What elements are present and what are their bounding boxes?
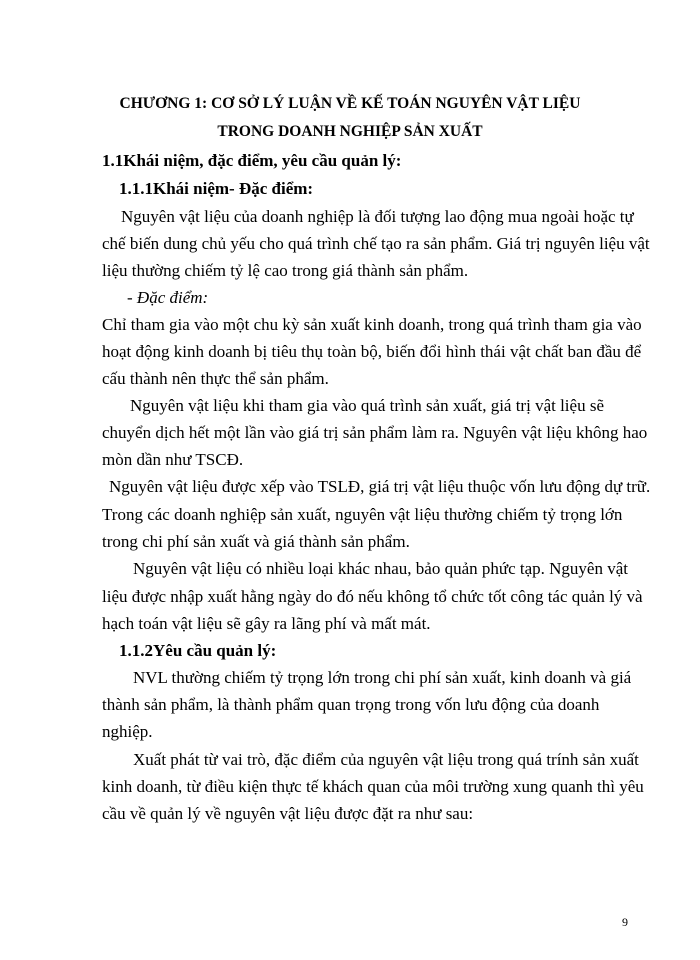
- paragraph-line: nghiệp.: [102, 722, 153, 741]
- page-number: 9: [622, 915, 628, 929]
- chapter-title-line-1: CHƯƠNG 1: CƠ SỞ LÝ LUẬN VỀ KẾ TOÁN NGUYÊN VẬT LIỆU: [119, 95, 581, 112]
- paragraph-line: hạch toán vật liệu sẽ gây ra lãng phí và mất mát.: [102, 614, 431, 633]
- section-1-1-heading: 1.1Khái niệm, đặc điểm, yêu cầu quản lý:: [102, 151, 402, 170]
- dac-diem-label: - Đặc điểm:: [127, 288, 209, 307]
- paragraph-line: trong chi phí sản xuất và giá thành sản phẩm.: [102, 532, 410, 551]
- paragraph-line: Nguyên vật liệu có nhiều loại khác nhau, bảo quản phức tạp. Nguyên vật: [133, 559, 628, 578]
- paragraph-line: cầu về quản lý về nguyên vật liệu được đặt ra như sau:: [102, 804, 474, 823]
- paragraph-line: chế biến dung chủ yếu cho quá trình chế tạo ra sản phẩm. Giá trị nguyên liệu vật: [102, 234, 650, 253]
- paragraph-line: Chỉ tham gia vào một chu kỳ sản xuất kinh doanh, trong quá trình tham gia vào: [102, 315, 642, 334]
- paragraph-line: liệu được nhập xuất hằng ngày do đó nếu không tổ chức tốt công tác quản lý và: [102, 587, 643, 606]
- section-1-1-1-heading: 1.1.1Khái niệm- Đặc điểm:: [119, 179, 314, 198]
- paragraph-line: Nguyên vật liệu của doanh nghiệp là đối tượng lao động mua ngoài hoặc tự: [121, 207, 634, 226]
- paragraph-line: mòn dần như TSCĐ.: [102, 450, 244, 469]
- paragraph-line: kinh doanh, từ điều kiện thực tế khách quan của môi trường xung quanh thì yêu: [102, 777, 644, 796]
- paragraph-line: thành sản phẩm, là thành phẩm quan trọng trong vốn lưu động của doanh: [102, 695, 600, 714]
- paragraph-line: cấu thành nên thực thể sản phẩm.: [102, 369, 329, 388]
- paragraph-line: Nguyên vật liệu được xếp vào TSLĐ, giá trị vật liệu thuộc vốn lưu động dự trữ.: [109, 477, 651, 496]
- section-1-1-2-heading: 1.1.2Yêu cầu quản lý:: [119, 641, 277, 660]
- paragraph-line: Xuất phát từ vai trò, đặc điểm của nguyên vật liệu trong quá trính sản xuất: [133, 750, 639, 769]
- paragraph-line: NVL thường chiếm tỷ trọng lớn trong chi phí sản xuất, kinh doanh và giá: [133, 668, 632, 687]
- paragraph-line: Nguyên vật liệu khi tham gia vào quá trình sản xuất, giá trị vật liệu sẽ: [130, 396, 604, 415]
- paragraph-line: chuyển dịch hết một lần vào giá trị sản phẩm làm ra. Nguyên vật liệu không hao: [102, 423, 648, 442]
- chapter-title-line-2: TRONG DOANH NGHIỆP SẢN XUẤT: [217, 123, 483, 140]
- paragraph-line: liệu thường chiếm tỷ lệ cao trong giá thành sản phẩm.: [102, 261, 469, 280]
- paragraph-line: Trong các doanh nghiệp sản xuất, nguyên vật liệu thường chiếm tỷ trọng lớn: [102, 505, 623, 524]
- paragraph-line: hoạt động kinh doanh bị tiêu thụ toàn bộ, biến đổi hình thái vật chất ban đầu để: [102, 342, 642, 361]
